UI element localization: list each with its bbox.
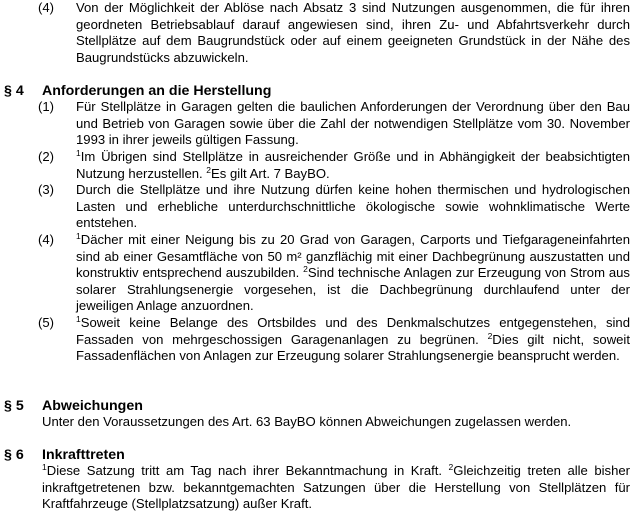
section-number: § 6: [4, 447, 24, 463]
paragraph-text: $^1$Im Übrigen sind Stellplätze in ausreichender Größe und in Abhängigkeit der beabsichtigten Nutzung herzustellen. $^2$Es gilt Art. 7 BayBO.: [76, 148, 630, 181]
section-heading-6: [0, 446, 630, 464]
paragraph-4-4: [0, 232, 630, 315]
paragraph-4-5: [0, 315, 630, 365]
section-title: Abweichungen: [42, 398, 143, 414]
section-number: § 5: [4, 398, 24, 414]
section-title: Anforderungen an die Herstellung: [42, 83, 272, 99]
section-6-text: $^1$Diese Satzung tritt am Tag nach ihrer Bekanntmachung in Kraft. $^2$Gleichzeitig treten alle bisher inkraftgetretenen bzw. bekanntgemachten Satzungen über die Herstellung von Stellplätzen für Kraftfahrzeuge (Stellplatzsatzung) außer Kraft.: [42, 462, 630, 511]
section-5-text: Unter den Voraussetzungen des Art. 63 BayBO können Abweichungen zugelassen werden.: [42, 414, 572, 429]
paragraph-number: (1): [38, 99, 55, 114]
paragraph-4-3: [0, 182, 630, 232]
paragraph-4-1: [0, 99, 630, 149]
paragraph-text: Für Stellplätze in Garagen gelten die baulichen Anforderungen der Verordnung über den Bau und Betrieb von Garagen sowie über die Zahl der notwendigen Stellplätze vom 30. November 1993 in ihrer jeweils gültigen Fassung.: [76, 99, 630, 147]
paragraph-text: Durch die Stellplätze und ihre Nutzung dürfen keine hohen thermischen und hydrologischen Lasten und erhebliche unterdurchschnittliche ökologische sowie wohnklimatische Werte entstehen.: [76, 182, 630, 230]
paragraph-number: (5): [38, 315, 55, 330]
paragraph-text: $^1$Soweit keine Belange des Ortsbildes und des Denkmalschutzes entgegenstehen, sind Fassaden von mehrgeschossigen Garagenanlagen zu begrünen. $^2$Dies gilt nicht, soweit Fassadenflächen von Anlagen zur Erzeugung solarer Strahlungsenergie beansprucht werden.: [76, 314, 630, 363]
paragraph-text: $^1$Dächer mit einer Neigung bis zu 20 Grad von Garagen, Carports und Tiefgarageneinfahrten sind ab einer Gesamtfläche von 50 m² ganzflächig mit einer Dachbegrünung auszustatten und konstruktiv entsprechend auszubilden. $^2$Sind technische Anlagen zur Erzeugung von Strom aus solarer Strahlungsenergie vorgesehen, ist die Dachbegrünung durchlaufend unter der jeweiligen Anlage anzuordnen.: [76, 231, 630, 313]
paragraph-number: (2): [38, 149, 55, 164]
paragraph-number: (4): [38, 0, 55, 15]
section-number: § 4: [4, 83, 24, 99]
paragraph-text: Von der Möglichkeit der Ablöse nach Absatz 3 sind Nutzungen ausgenommen, die für ihren geordneten Betriebsablauf darauf angewiesen sind, ihren Zu- und Abfahrtsverkehr durch Stellplätze auf dem Baugrundstück oder auf einem geeigneten Grundstück in der Nähe des Baugrundstücks abzuwickeln.: [76, 0, 630, 65]
paragraph-4-2: [0, 149, 630, 182]
paragraph-number: (3): [38, 182, 55, 197]
section-title: Inkrafttreten: [42, 447, 125, 463]
paragraph-prev-4: [0, 0, 630, 66]
paragraph-number: (4): [38, 232, 55, 247]
section-heading-4: [0, 82, 630, 100]
section-heading-5: [0, 397, 630, 415]
